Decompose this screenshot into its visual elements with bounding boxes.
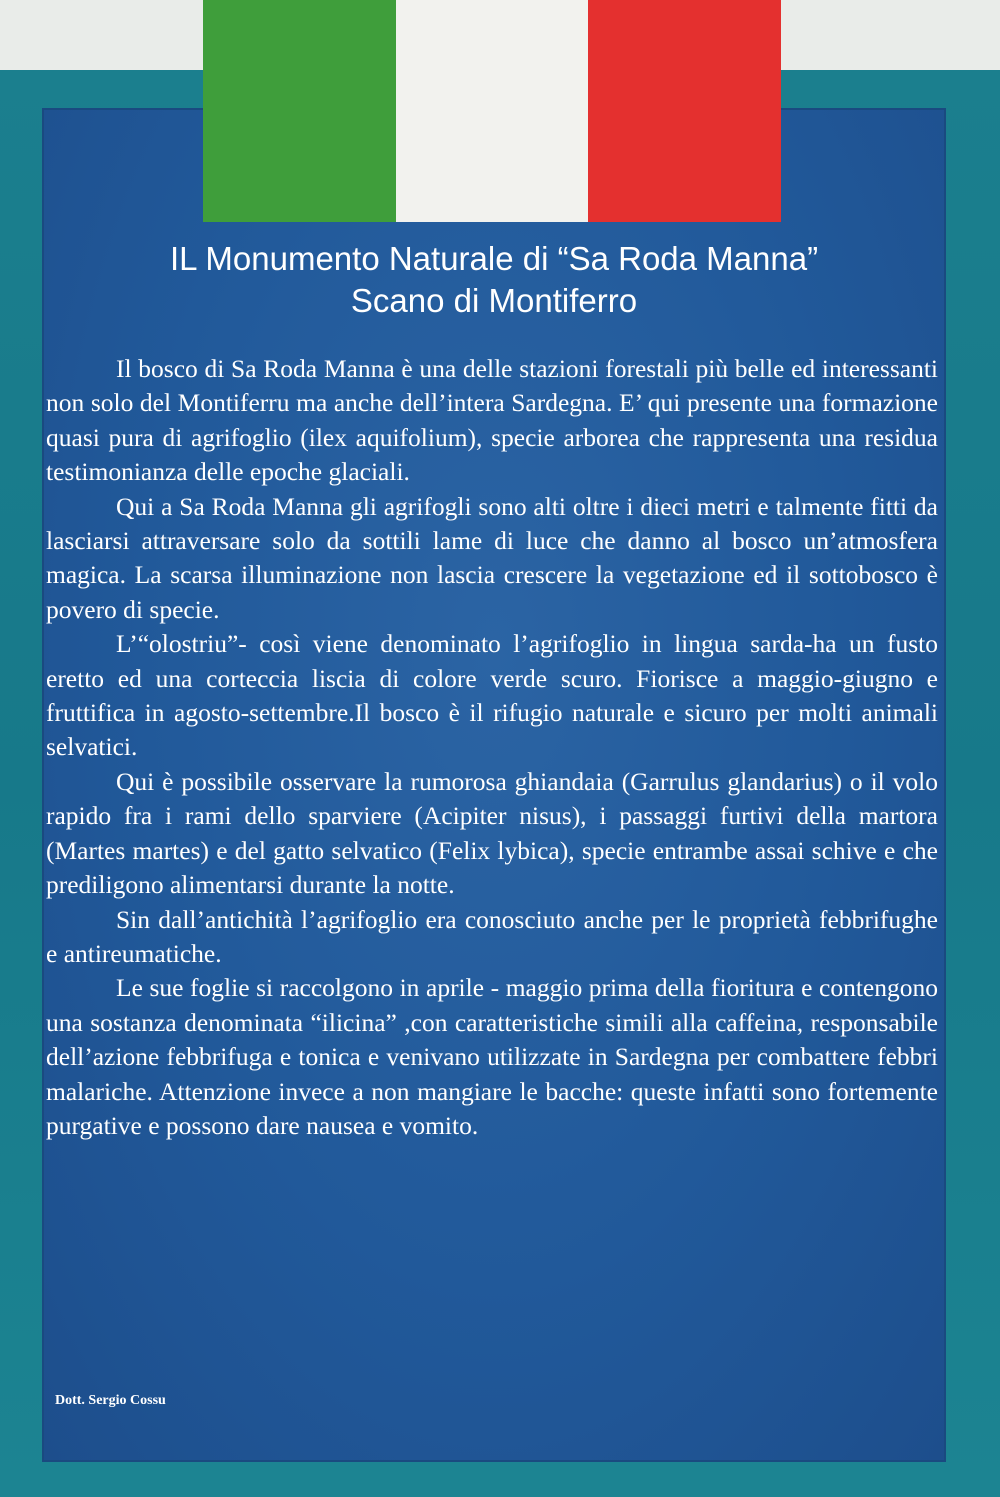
paragraph: Qui è possibile osservare la rumorosa ghiandaia (Garrulus glandarius) o il volo rapido fra i rami dello sparviere (Acipiter nisus), i passaggi furtivi della martora (Martes martes) e del gatto selvatico (Felix lybica), specie entrambe assai schive e che prediligono alimentarsi durante la notte.: [46, 766, 938, 900]
flag-green-stripe: [203, 0, 396, 222]
sign-title: [42, 238, 946, 322]
title-line-1: IL Monumento Naturale di “Sa Roda Manna”: [169, 240, 819, 277]
paragraph: L’“olostriu”- così viene denominato l’agrifoglio in lingua sarda-ha un fusto eretto ed una corteccia liscia di colore verde scuro. Fiorisce a maggio-giugno e fruttifica in agosto-settembre.Il bosco è il rifugio naturale e sicuro per molti animali selvatici.: [46, 629, 938, 762]
author-signature: Dott. Sergio Cossu: [55, 1393, 166, 1408]
sign-body: [46, 352, 938, 1143]
title-line-2: Scano di Montiferro: [350, 282, 638, 319]
paragraph: Qui a Sa Roda Manna gli agrifogli sono alti oltre i dieci metri e talmente fitti da lasciarsi attraversare solo da sottili lame di luce che danno al bosco un’atmosfera magica. La scarsa illuminazione non lascia crescere la vegetazione ed il sottobosco è povero di specie.: [46, 491, 938, 624]
paragraph: Sin dall’antichità l’agrifoglio era conosciuto anche per le proprietà febbrifughe e antireumatiche.: [46, 904, 938, 968]
paragraph: Il bosco di Sa Roda Manna è una delle stazioni forestali più belle ed interessanti non solo del Montiferru ma anche dell’intera Sardegna. E’ qui presente una formazione quasi pura di agrifoglio (ilex aquifolium), specie arborea che rappresenta una residua testimonianza delle epoche glaciali.: [46, 354, 938, 487]
flag-red-stripe: [588, 0, 781, 222]
flag-white-stripe: [396, 0, 589, 222]
italian-flag: [203, 0, 781, 222]
paragraph: Le sue foglie si raccolgono in aprile - maggio prima della fioritura e contengono una sostanza denominata “ilicina” ,con caratteristiche simili alla caffeina, responsabile dell’azione febbrifuga e tonica e venivano utilizzate in Sardegna per combattere febbri malariche. Attenzione invece a non mangiare le bacche: queste infatti sono fortemente purgative e possono dare nausea e vomito.: [46, 973, 938, 1140]
